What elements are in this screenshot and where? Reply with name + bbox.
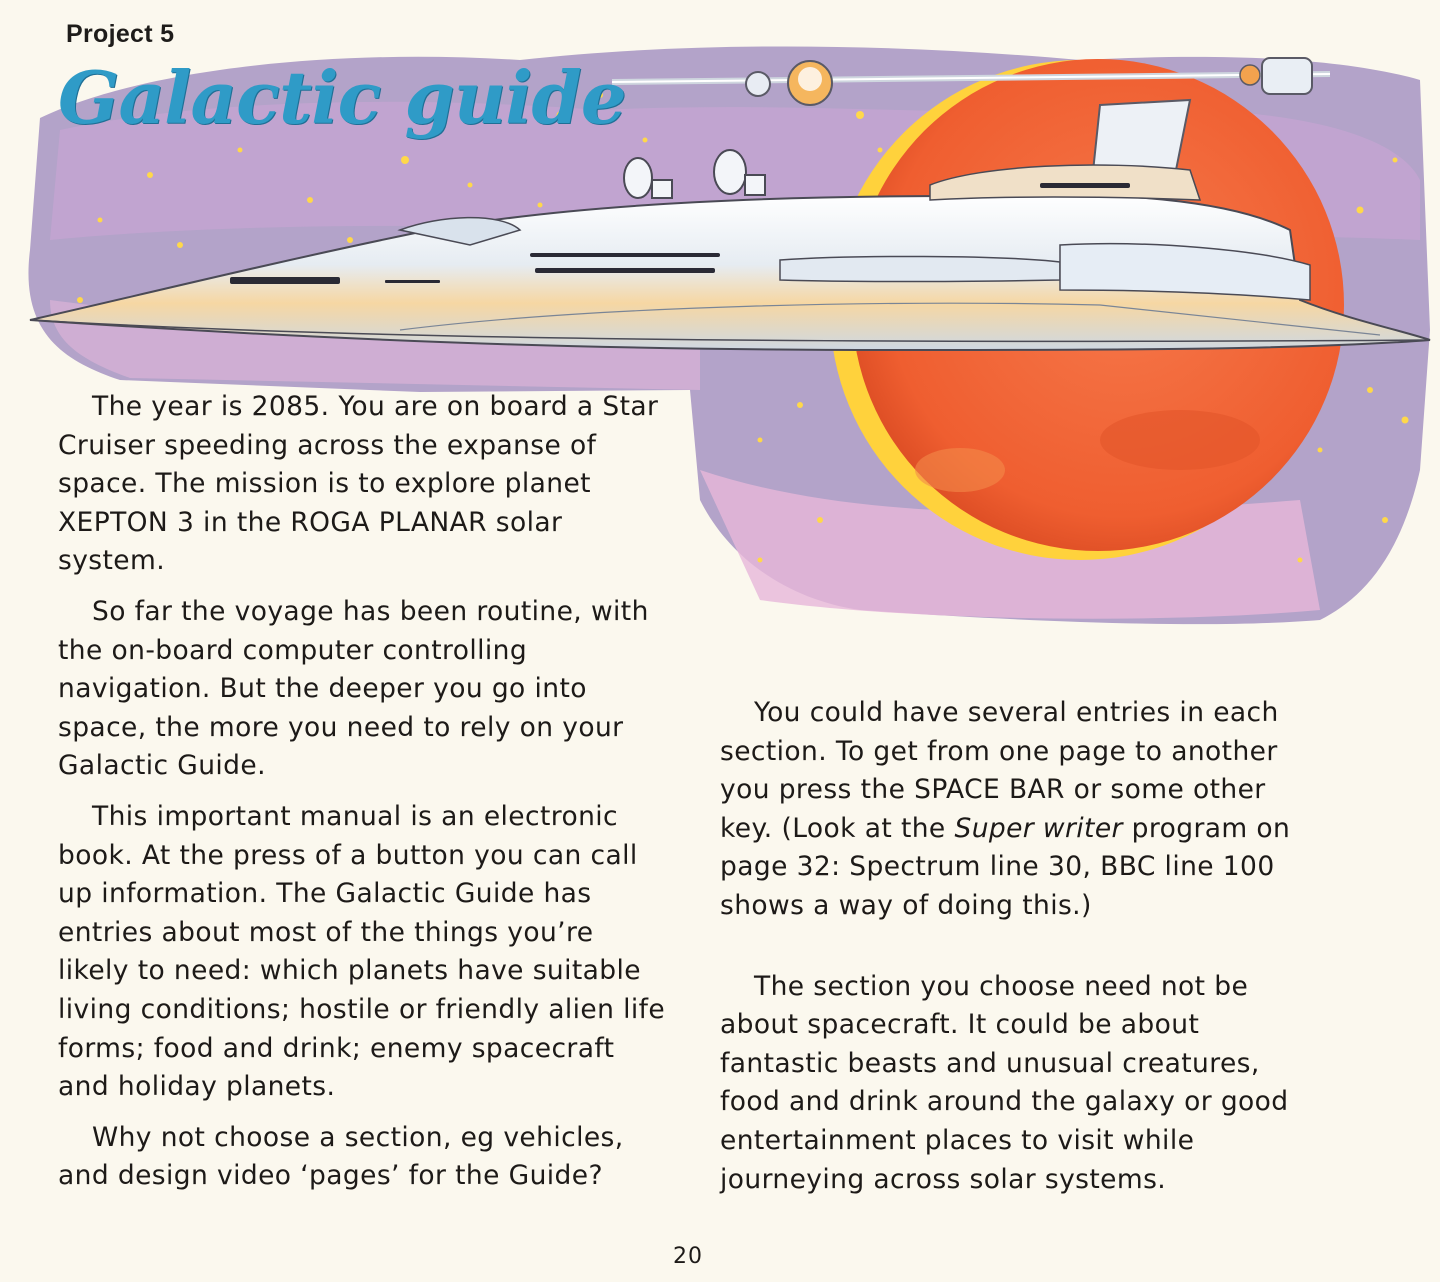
paragraph-intro: The year is 2085. You are on board a Star Cruiser speeding across the expanse of space. The mission is to explore planet XEPTON 3 in the ROGA PLANAR solar system. (58, 391, 659, 577)
page-number: 20 (673, 1244, 703, 1269)
paragraph-voyage: So far the voyage has been routine, with the on-board computer controlling navigation. But the deeper you go into space, the more you need to rely on your Galactic Guide. (58, 595, 649, 782)
entries-text-end: program on page 32: Spectrum line 30, BBC line 100 shows a way of doing this.) (720, 812, 1291, 921)
program-name: Super writer (954, 812, 1123, 844)
paragraph-section-ideas: The section you choose need not be about spacecraft. It could be about fantastic beasts and unusual creatures, food and drink around the galaxy or good entertainment places to visit while journeying across solar systems. (720, 970, 1289, 1195)
entries-text-start: You could have several entries in each section. To get from one page to another you press the SPACE BAR or some other key. (Look at the (720, 697, 1279, 844)
paragraph-manual: This important manual is an electronic book. At the press of a button you can call up information. The Galactic Guide has entries about most of the things you’re likely to need: which planets have suitable living conditions; hostile or friendly alien life forms; food and drink; enemy spacecraft and holiday planets. (58, 800, 666, 1103)
paragraph-entries (720, 694, 1320, 926)
paragraph-challenge: Why not choose a section, eg vehicles, and design video ‘pages’ for the Guide? (58, 1121, 624, 1192)
left-column (58, 388, 668, 1196)
right-column (720, 694, 1320, 1199)
page-title: Galactic guide (58, 55, 626, 140)
project-label: Project 5 (66, 20, 175, 48)
